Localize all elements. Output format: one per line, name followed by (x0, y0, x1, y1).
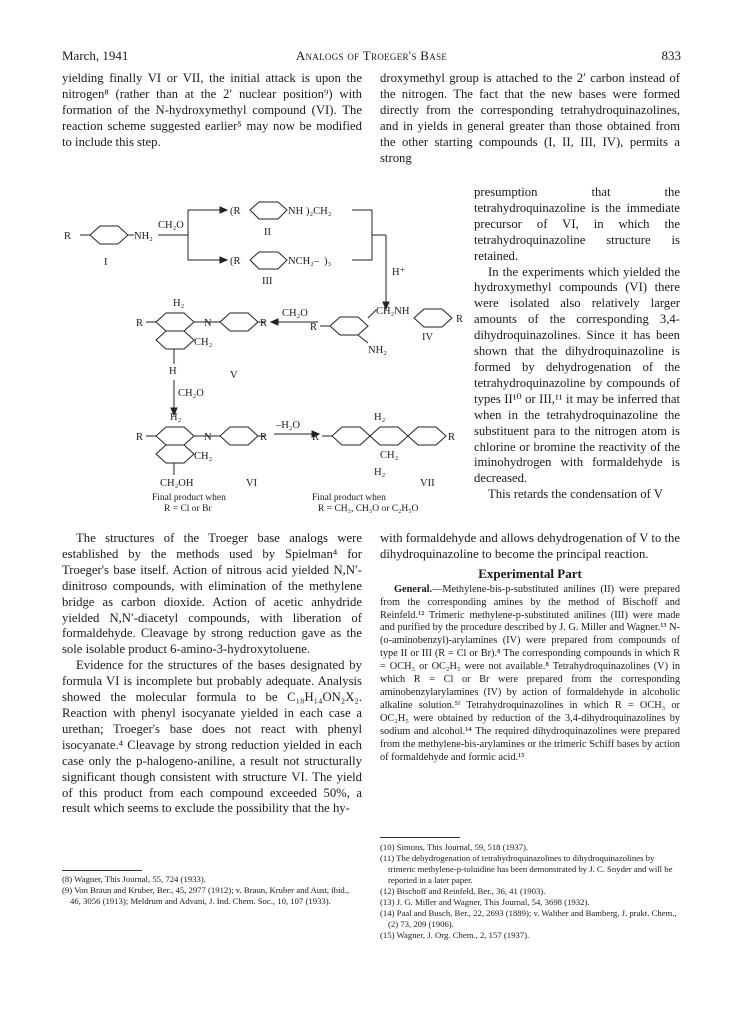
scheme-label: N (204, 318, 212, 329)
paragraph: In the experiments which yielded the hydroxymethyl compounds (VI) there were isolated also relatively larger amounts of the corresponding 3,4-dihydroquinazolines. Since it has been shown that the dihydroquinazoline is formed by dehydrogenation of the tetrahydroquinazoline by compounds of types II¹⁰ or III,¹¹ it may be inferred that when in the tetrahydroquinazoline the substituent para to the nitrogen atom is chlorine or bromine the reactivity of the iminohydrogen with formaldehyde is decreased. (474, 264, 680, 486)
footnotes-right (380, 842, 680, 941)
header-title: Analogs of Troeger's Base (295, 48, 448, 63)
scheme-label: CH₂O (178, 388, 204, 399)
right-column-wrap (474, 185, 680, 503)
compound-number: IV (422, 332, 434, 343)
scheme-label: H₂ (173, 298, 185, 309)
run-in-heading: General. (394, 583, 433, 595)
benzene-ring (90, 226, 128, 244)
experimental-paragraph (380, 584, 680, 765)
paragraph: Evidence for the structures of the bases designated by formula VI is incomplete but probably adequate. Analysis showed the molecular formula to be C₁₈H₁₄ON₂X₂. Reaction with phenyl isocyanate yielded in each case a urethan; Troeger's base does not react with phenyl isocyanate.⁴ Cleavage by strong reduction yielded in each case only the p-halogeno-aniline, a result not structurally significant though consistent with structure VI. The yield of this product from each compound exceeded 50%, a result which seems to exclude the possibility that the hy- (62, 658, 362, 816)
footnote: (15) Wagner, J. Org. Chem., 2, 157 (1937). (380, 930, 530, 940)
paragraph: presumption that the tetrahydroquinazoline is the immediate precursor of VI, in which the tetrahydroquinazoline structure is retained. (474, 185, 680, 263)
compound-number: VII (420, 478, 435, 489)
scheme-label: H (169, 366, 177, 377)
scheme-label: (R (230, 206, 241, 217)
scheme-label: NH₂ (134, 231, 153, 242)
scheme-label: R (136, 432, 144, 443)
right-column-body (380, 531, 680, 764)
reaction-scheme (60, 190, 470, 522)
footnote: (11) The dehydrogenation of tetrahydroquinazolines to dihydroquinazolines by trimeric methylene-p-toluidine has been demonstrated by J. C. Snyder and will be reported in a later paper. (380, 853, 673, 885)
scheme-label: R (310, 322, 318, 333)
caption-line: R = CH₃, CH₃O or C₂H₅O (318, 504, 419, 514)
compound-number: VI (246, 478, 258, 489)
footnote-rule (62, 870, 142, 871)
scheme-label: H₂ (374, 412, 386, 423)
scheme-label: H₂ (374, 467, 386, 478)
compound-number: III (262, 276, 273, 287)
scheme-label: N (204, 432, 212, 443)
scheme-label: H⁺ (392, 267, 406, 278)
footnote: (9) Von Braun and Kruber, Ber., 45, 2977 (1912); v. Braun, Kruber and Aust, ibid., 46, 3056 (1913); Meldrum and Advani, J. Ind. Chem. Soc., 10, 107 (1933). (62, 885, 350, 906)
scheme-label: CH₂O (158, 220, 184, 231)
caption-line: R = Cl or Br (164, 504, 212, 514)
paragraph-text: —Methylene-bis-p-substituted anilines (II) were prepared from the corresponding amines by the method of Bischoff and Reinfeld.¹² Trimeric methylene-p-substituted anilines (III) were made and purified by the procedure described by J. G. Miller and Wagner.¹³ N-(o-aminobenzyl)-arylamines (IV) were prepared from compounds of type II or III (R = Cl or Br).⁸ The corresponding compounds in which R = OCH₃ or OC₂H₅ were not available.⁸ Tetrahydroquinazolines (V) in which R = Cl or Br were prepared from the corresponding aminobenzylarylamines (IV) by action of formaldehyde in alcoholic alkaline solution.⁵ᶠ Tetrahydroquinazolines in which R = OCH₃ or OC₂H₅ were obtained by reduction of the 3,4-dihydroquinazolines by sodium and alcohol.¹⁴ The required dihydroquinazolines were prepared from the methylene-bis-arylamines or the trimeric Schiff bases by action of formaldehyde and formic acid.¹⁵ (380, 583, 680, 763)
paragraph: This retards the condensation of V (488, 487, 663, 502)
footnote: (10) Simons, This Journal, 59, 518 (1937). (380, 842, 529, 852)
scheme-label: )₂CH₂ (306, 206, 332, 217)
scheme-label: NH₂ (368, 345, 387, 356)
compound-number: I (104, 257, 108, 268)
footnote: (13) J. G. Miller and Wagner, This Journal, 54, 3698 (1932). (380, 897, 590, 907)
header-date: March, 1941 (62, 48, 129, 63)
section-heading: Experimental Part (478, 565, 582, 581)
scheme-label: R (456, 314, 464, 325)
footnote-rule (380, 837, 460, 838)
scheme-label: NCH₂– (288, 256, 320, 267)
paragraph: droxymethyl group is attached to the 2′ carbon instead of the nitrogen. The fact that the new bases were formed directly from the corresponding tetrahydroquinazolines, and in yields in general greater than those obtained from the other starting compounds (I, II, III, IV), permits a strong (380, 71, 680, 165)
scheme-label: H₂ (170, 412, 182, 423)
scheme-label: –H₂O (276, 420, 301, 431)
paragraph: yielding finally VI or VII, the initial attack is upon the nitrogen⁸ (rather than at the 2′ nuclear position⁹) with formation of the N-hydroxymethyl compound (VI). The reaction scheme suggested earlier⁵ may now be modified to include this step. (62, 71, 362, 149)
scheme-label: R (260, 432, 268, 443)
scheme-label: )₃ (324, 256, 332, 267)
scheme-label: CH₂OH (160, 478, 194, 489)
scheme-label: CH₂O (282, 308, 308, 319)
left-column-top (62, 71, 362, 151)
paragraph: with formaldehyde and allows dehydrogenation of V to the dihydroquinazoline to become the principal reaction. (380, 531, 680, 561)
scheme-label: (R (230, 256, 241, 267)
scheme-label: R (448, 432, 456, 443)
scheme-label: CH₂ (194, 451, 213, 462)
scheme-label: R (64, 231, 72, 242)
scheme-label: NH (288, 206, 304, 217)
compound-number: II (264, 227, 271, 238)
footnotes-left (62, 874, 362, 907)
scheme-label: CH₂ (380, 450, 399, 461)
right-column-top (380, 71, 680, 166)
paragraph: The structures of the Troeger base analogs were established by the methods used by Spielman⁴ for Troeger's base itself. Action of nitrous acid yielded N,N′-dinitroso compounds, with elimination of the methylene bridge as carbon dioxide. Action of acetic anhydride yielded N,N′-diacetyl compounds, with liberation of formaldehyde. Cleavage by strong reduction gave as the sole isolable product 6-amino-3-hydroxytoluene. (62, 531, 362, 657)
caption-line: Final product when (152, 493, 226, 503)
scheme-label: R (260, 318, 268, 329)
scheme-label: R (312, 432, 320, 443)
scheme-label: CH₂ (194, 337, 213, 348)
footnote: (8) Wagner, This Journal, 55, 724 (1933). (62, 874, 206, 884)
scheme-label: R (136, 318, 144, 329)
scheme-label: CH₂NH (376, 306, 410, 317)
caption-line: Final product when (312, 493, 386, 503)
footnote: (14) Paal and Busch, Ber., 22, 2693 (1889); v. Walther and Bamberg, J. prakt. Chem., (2) 73, 209 (1906). (380, 908, 677, 929)
footnote: (12) Bischoff and Reinfeld, Ber., 36, 41 (1903). (380, 886, 546, 896)
compound-number: V (230, 370, 238, 381)
header-page-number: 833 (661, 48, 681, 63)
left-column-body (62, 531, 362, 817)
